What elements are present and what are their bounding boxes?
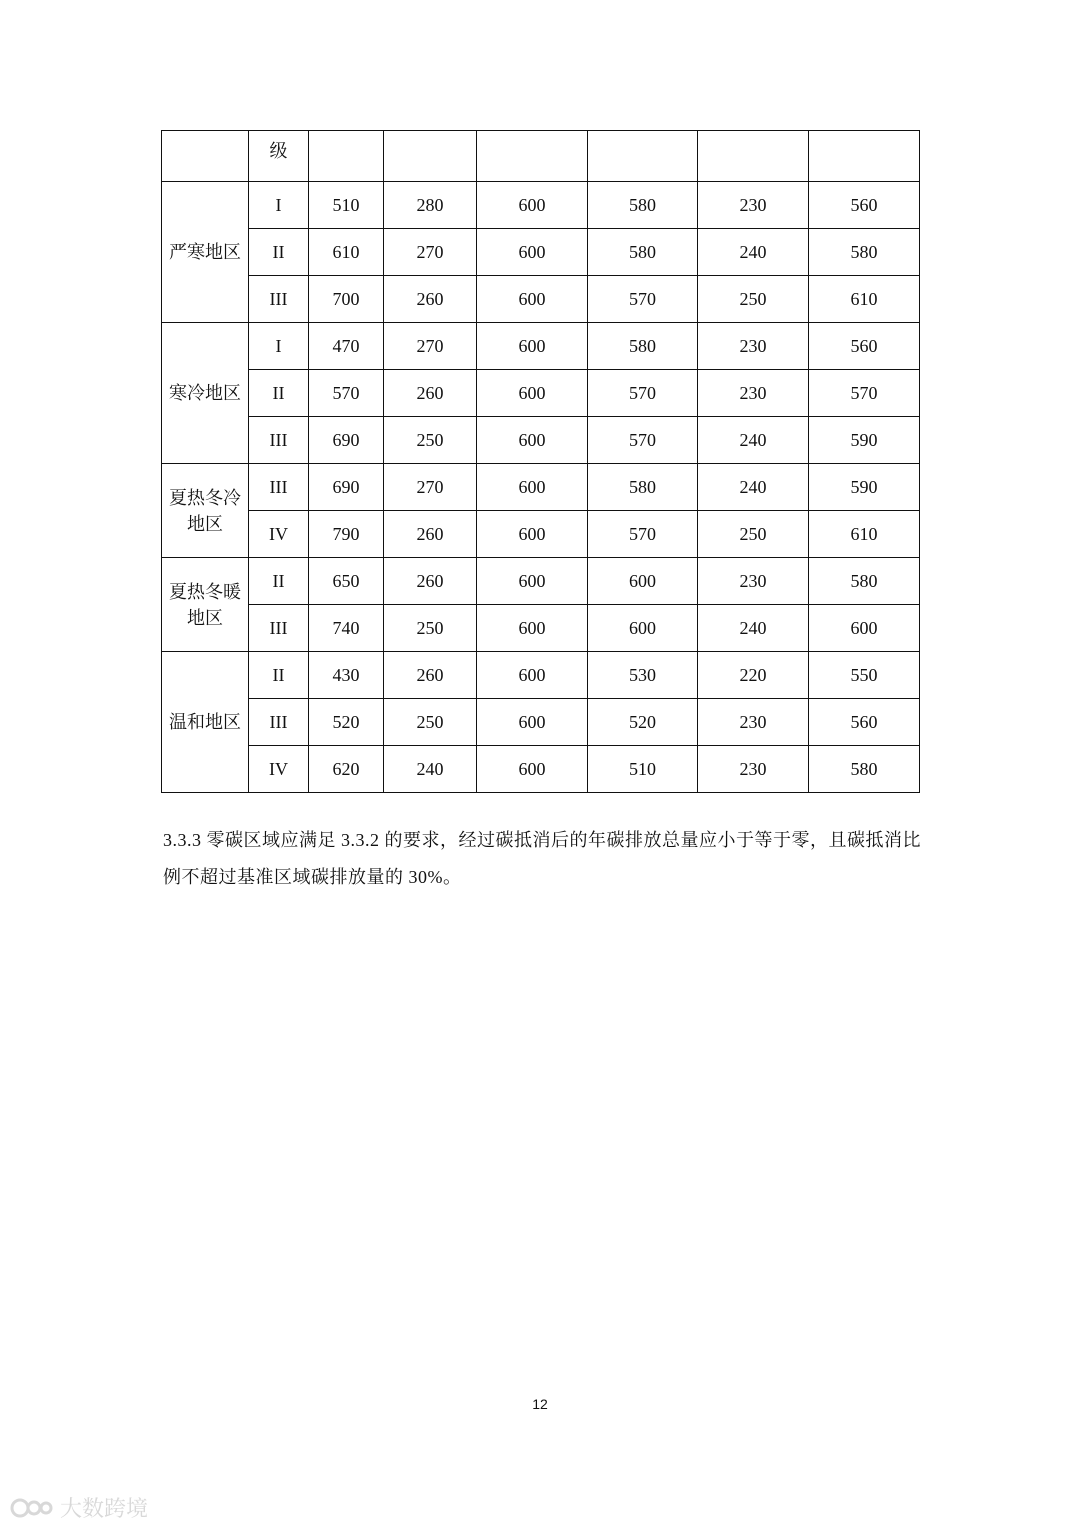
- value-cell: 600: [477, 464, 588, 511]
- value-cell: 600: [477, 746, 588, 793]
- table-row: [162, 558, 920, 605]
- value-cell: 570: [809, 370, 920, 417]
- value-cell: 250: [698, 511, 809, 558]
- empty-header-cell: [162, 131, 249, 182]
- value-cell: 600: [588, 558, 698, 605]
- value-cell: 580: [588, 323, 698, 370]
- value-cell: 280: [384, 182, 477, 229]
- table-row: [162, 323, 920, 370]
- value-cell: 740: [309, 605, 384, 652]
- value-cell: 600: [477, 370, 588, 417]
- value-cell: 590: [809, 464, 920, 511]
- value-cell: 260: [384, 558, 477, 605]
- empty-header-cell: [588, 131, 698, 182]
- region-cell: 夏热冬暖地区: [162, 558, 249, 652]
- value-cell: 610: [309, 229, 384, 276]
- emission-table: [161, 130, 920, 793]
- empty-header-cell: [477, 131, 588, 182]
- grade-cell: III: [249, 417, 309, 464]
- value-cell: 270: [384, 323, 477, 370]
- watermark: [10, 1492, 148, 1523]
- value-cell: 520: [588, 699, 698, 746]
- value-cell: 560: [809, 182, 920, 229]
- value-cell: 230: [698, 370, 809, 417]
- table-row: [162, 605, 920, 652]
- empty-header-cell: [698, 131, 809, 182]
- grade-cell: III: [249, 605, 309, 652]
- value-cell: 270: [384, 229, 477, 276]
- value-cell: 600: [477, 417, 588, 464]
- empty-header-cell: [309, 131, 384, 182]
- value-cell: 230: [698, 182, 809, 229]
- value-cell: 700: [309, 276, 384, 323]
- empty-header-cell: [384, 131, 477, 182]
- grade-cell: I: [249, 182, 309, 229]
- value-cell: 510: [588, 746, 698, 793]
- grade-cell: III: [249, 464, 309, 511]
- value-cell: 620: [309, 746, 384, 793]
- grade-cell: IV: [249, 511, 309, 558]
- value-cell: 220: [698, 652, 809, 699]
- value-cell: 600: [809, 605, 920, 652]
- value-cell: 520: [309, 699, 384, 746]
- value-cell: 570: [588, 370, 698, 417]
- table-row: [162, 370, 920, 417]
- value-cell: 580: [809, 558, 920, 605]
- grade-cell: II: [249, 229, 309, 276]
- value-cell: 240: [698, 605, 809, 652]
- grade-cell: III: [249, 276, 309, 323]
- region-cell: 温和地区: [162, 652, 249, 793]
- value-cell: 560: [809, 699, 920, 746]
- value-cell: 580: [809, 229, 920, 276]
- grade-cell: I: [249, 323, 309, 370]
- value-cell: 580: [588, 182, 698, 229]
- value-cell: 260: [384, 511, 477, 558]
- table-row: [162, 699, 920, 746]
- value-cell: 230: [698, 746, 809, 793]
- value-cell: 230: [698, 323, 809, 370]
- value-cell: 240: [698, 464, 809, 511]
- value-cell: 270: [384, 464, 477, 511]
- value-cell: 580: [588, 229, 698, 276]
- grade-cell: II: [249, 370, 309, 417]
- value-cell: 600: [477, 182, 588, 229]
- value-cell: 570: [588, 276, 698, 323]
- value-cell: 530: [588, 652, 698, 699]
- value-cell: 600: [477, 558, 588, 605]
- value-cell: 470: [309, 323, 384, 370]
- grade-cell: IV: [249, 746, 309, 793]
- grade-cell: III: [249, 699, 309, 746]
- value-cell: 600: [477, 276, 588, 323]
- value-cell: 510: [309, 182, 384, 229]
- value-cell: 430: [309, 652, 384, 699]
- value-cell: 650: [309, 558, 384, 605]
- grade-cell: II: [249, 558, 309, 605]
- data-table-container: [161, 130, 919, 793]
- value-cell: 570: [588, 417, 698, 464]
- table-row: [162, 464, 920, 511]
- table-row: [162, 417, 920, 464]
- value-cell: 240: [698, 229, 809, 276]
- value-cell: 260: [384, 652, 477, 699]
- value-cell: 230: [698, 699, 809, 746]
- value-cell: 600: [477, 511, 588, 558]
- value-cell: 550: [809, 652, 920, 699]
- table-row: [162, 511, 920, 558]
- value-cell: 600: [477, 323, 588, 370]
- value-cell: 570: [588, 511, 698, 558]
- empty-header-cell: [809, 131, 920, 182]
- value-cell: 610: [809, 511, 920, 558]
- value-cell: 260: [384, 370, 477, 417]
- value-cell: 790: [309, 511, 384, 558]
- watermark-text: 大数跨境: [60, 1497, 149, 1522]
- value-cell: 690: [309, 417, 384, 464]
- table-row: [162, 746, 920, 793]
- header-continuation-row: [162, 131, 920, 182]
- grade-cell: II: [249, 652, 309, 699]
- page-number: 12: [532, 1396, 548, 1412]
- table-row: [162, 652, 920, 699]
- table-row: [162, 229, 920, 276]
- region-cell: 寒冷地区: [162, 323, 249, 464]
- table-row: [162, 182, 920, 229]
- value-cell: 600: [477, 699, 588, 746]
- value-cell: 250: [384, 699, 477, 746]
- value-cell: 230: [698, 558, 809, 605]
- value-cell: 690: [309, 464, 384, 511]
- value-cell: 240: [384, 746, 477, 793]
- value-cell: 600: [477, 605, 588, 652]
- value-cell: 600: [477, 229, 588, 276]
- value-cell: 250: [384, 605, 477, 652]
- paragraph-3-3-3: 3.3.3 零碳区域应满足 3.3.2 的要求，经过碳抵消后的年碳排放总量应小于等于零，且碳抵消比例不超过基准区域碳排放量的 30%。: [163, 830, 921, 887]
- value-cell: 580: [588, 464, 698, 511]
- value-cell: 260: [384, 276, 477, 323]
- value-cell: 240: [698, 417, 809, 464]
- value-cell: 570: [309, 370, 384, 417]
- region-cell: 严寒地区: [162, 182, 249, 323]
- value-cell: 600: [588, 605, 698, 652]
- value-cell: 250: [384, 417, 477, 464]
- value-cell: 610: [809, 276, 920, 323]
- table-row: [162, 276, 920, 323]
- table-body: [162, 131, 920, 793]
- value-cell: 590: [809, 417, 920, 464]
- level-header-cell: 级: [249, 131, 309, 182]
- value-cell: 580: [809, 746, 920, 793]
- value-cell: 250: [698, 276, 809, 323]
- region-cell: 夏热冬冷地区: [162, 464, 249, 558]
- value-cell: 560: [809, 323, 920, 370]
- watermark-logo-icon: [10, 1495, 54, 1521]
- value-cell: 600: [477, 652, 588, 699]
